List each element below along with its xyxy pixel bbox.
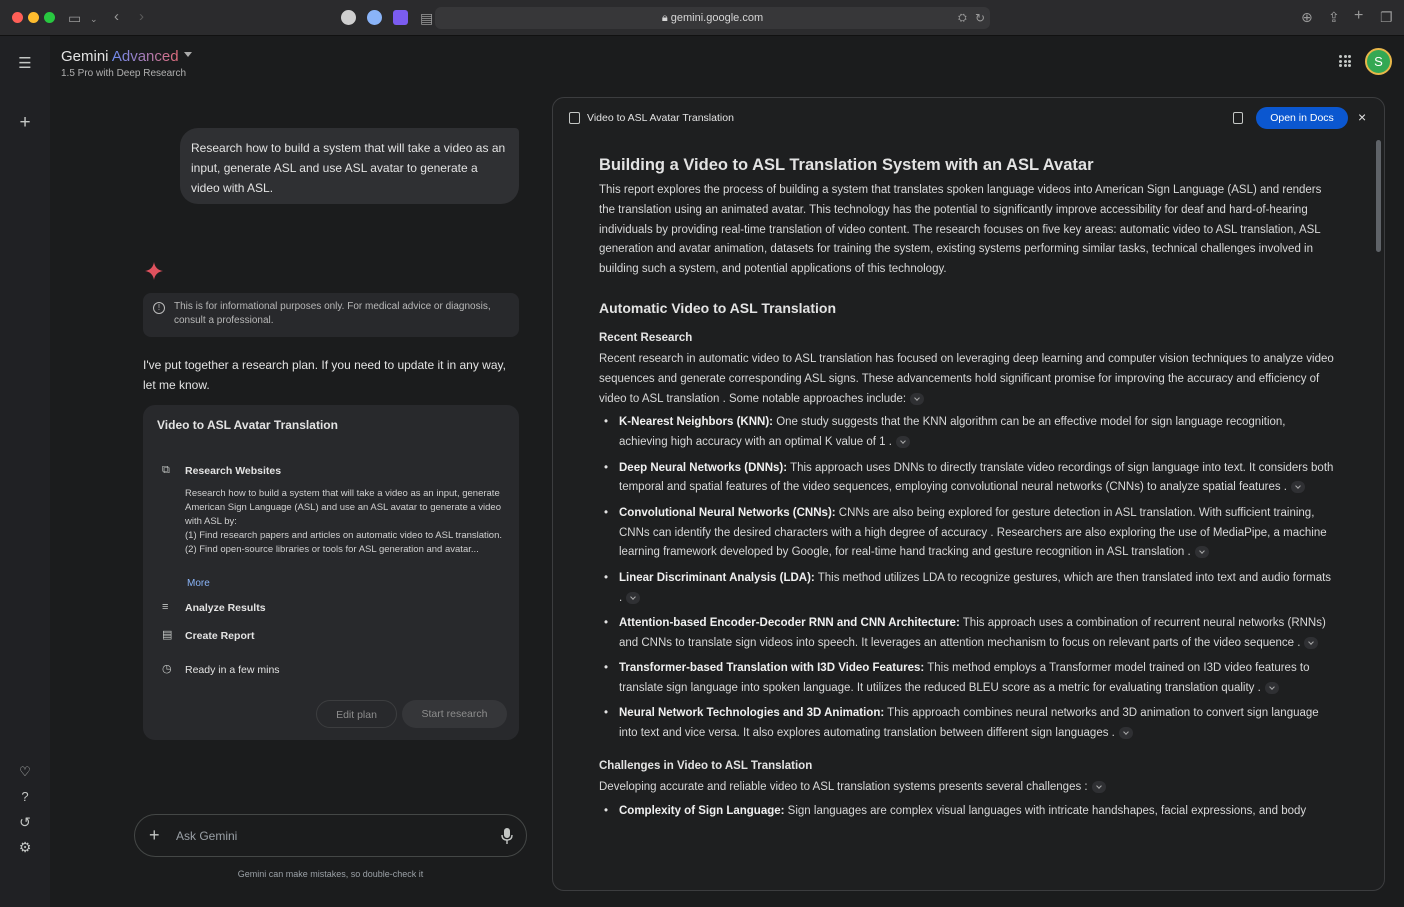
translate-icon[interactable]: ⛭ bbox=[958, 12, 967, 24]
sidebar-toggle-icon[interactable]: ▭ bbox=[68, 10, 82, 26]
source-chevron-icon[interactable] bbox=[1092, 781, 1106, 793]
window-zoom-button[interactable] bbox=[44, 12, 55, 23]
gemini-spark-icon bbox=[145, 262, 163, 280]
tab-favicon-icon[interactable] bbox=[393, 10, 408, 25]
subsection-heading: Challenges in Video to ASL Translation bbox=[599, 759, 813, 772]
model-selector[interactable] bbox=[61, 48, 179, 65]
address-bar[interactable] bbox=[435, 7, 990, 29]
research-plan-card bbox=[143, 405, 519, 740]
list-item: • Attention-based Encoder-Decoder RNN and CNN Architecture: This approach uses a combination of recurrent neural networks (RNNs) and CNNs to translate sign videos into speech. It leverages an attention mechanism to focus on relevant parts of the video sequence . bbox=[599, 614, 1335, 654]
document-icon bbox=[569, 112, 580, 124]
disclaimer-text: This is for informational purposes only. For medical advice or diagnosis, consult a professional. bbox=[174, 301, 491, 326]
start-research-button[interactable]: Start research bbox=[402, 700, 507, 728]
edit-plan-button[interactable]: Edit plan bbox=[316, 700, 397, 728]
plan-title: Video to ASL Avatar Translation bbox=[157, 418, 338, 432]
chevron-down-icon[interactable]: ⌄ bbox=[90, 14, 98, 24]
source-chevron-icon[interactable] bbox=[626, 592, 640, 604]
source-chevron-icon[interactable] bbox=[1265, 682, 1279, 694]
downloads-icon[interactable]: ⊕ bbox=[1301, 9, 1313, 25]
activity-icon[interactable]: ↺ bbox=[19, 814, 31, 830]
new-chat-icon[interactable]: + bbox=[19, 112, 31, 133]
intro-paragraph: This report explores the process of building a system that translates spoken language videos into American Sign Language (ASL) and renders the translation using an animated avatar. This technology has the potential to significantly improve accessibility for deaf and hard-of-hearing individuals by providing real-time translation of video content. The research focuses on five key areas: automatic video to ASL translation, ASL generation and avatar animation, datasets for training the system, existing systems performing similar tasks, technical challenges involved in building such a system, and potential applications of this technology. bbox=[599, 184, 1322, 276]
web-research-icon: ⧉ bbox=[162, 464, 170, 476]
back-icon[interactable]: ‹ bbox=[114, 8, 119, 25]
tab-favicon-icon[interactable] bbox=[341, 10, 356, 25]
prompt-input[interactable] bbox=[176, 826, 476, 846]
tier-name: Advanced bbox=[111, 48, 179, 65]
settings-icon[interactable]: ⚙ bbox=[18, 839, 32, 855]
list-item: • Transformer-based Translation with I3D Video Features: This method employs a Transformer model trained on I3D video features to translate sign language into spoken language. It utilizes the reduced BLEU score as a metric for evaluating translation quality . bbox=[599, 659, 1335, 699]
more-link[interactable]: More bbox=[187, 578, 210, 589]
close-icon[interactable]: × bbox=[1358, 109, 1367, 125]
assistant-reply: I've put together a research plan. If you need to update it in any way, let me know. bbox=[143, 358, 506, 392]
window-close-button[interactable] bbox=[12, 12, 23, 23]
section-heading: Automatic Video to ASL Translation bbox=[599, 299, 836, 316]
add-attachment-icon[interactable]: + bbox=[149, 825, 160, 845]
list-item: • Convolutional Neural Networks (CNNs): CNNs are also being explored for gesture detection in ASL translation. With sufficient training, CNNs can identify the desired characters with a high degree of accuracy . Researchers are also exploring the use of MediaPipe, a machine learning framework developed by Google, for real-time hand tracking and gesture recognition in ASL translation . bbox=[599, 504, 1335, 563]
paragraph: Developing accurate and reliable video to ASL translation systems presents several challenges : bbox=[599, 778, 1335, 798]
step-create-report: Create Report bbox=[185, 630, 255, 642]
list-item: • Neural Network Technologies and 3D Animation: This approach combines neural networks and 3D animation to convert sign language into text and vice versa. It also explores automating translation between different sign languages . bbox=[599, 704, 1335, 744]
reload-icon[interactable]: ↻ bbox=[975, 11, 986, 25]
document-panel-title: Video to ASL Avatar Translation bbox=[587, 112, 734, 124]
info-icon: ! bbox=[153, 302, 165, 314]
subsection-heading: Recent Research bbox=[599, 331, 693, 344]
source-chevron-icon[interactable] bbox=[1195, 546, 1209, 558]
avatar[interactable]: S bbox=[1365, 48, 1392, 75]
approaches-list bbox=[599, 413, 1335, 744]
open-in-docs-button[interactable]: Open in Docs bbox=[1256, 107, 1348, 129]
list-item: • Deep Neural Networks (DNNs): This approach uses DNNs to directly translate video recordings of sign language into text. It considers both temporal and spatial features of the video sequences, employing convolutional neural networks (CNNs) to analyze spatial features . bbox=[599, 459, 1335, 499]
disclaimer-banner bbox=[143, 293, 519, 337]
browser-titlebar bbox=[0, 0, 1404, 36]
list-item: • Complexity of Sign Language: Sign languages are complex visual languages with intricate handshapes, facial expressions, and body bbox=[599, 802, 1335, 822]
document-title: Building a Video to ASL Translation System with an ASL Avatar bbox=[599, 156, 1094, 174]
share-icon[interactable]: ⇪ bbox=[1328, 9, 1340, 25]
tabs-icon[interactable]: ❐ bbox=[1380, 9, 1393, 25]
report-icon: ▤ bbox=[162, 629, 173, 641]
new-tab-icon[interactable]: + bbox=[1354, 7, 1364, 24]
chevron-down-icon[interactable] bbox=[184, 52, 192, 57]
challenges-list bbox=[599, 802, 1335, 822]
scrollbar[interactable] bbox=[1376, 140, 1381, 252]
microphone-icon[interactable] bbox=[500, 827, 514, 845]
model-subtitle: 1.5 Pro with Deep Research bbox=[61, 68, 187, 79]
copy-icon[interactable] bbox=[1233, 112, 1243, 124]
left-rail bbox=[0, 36, 50, 907]
source-chevron-icon[interactable] bbox=[1291, 481, 1305, 493]
user-message: Research how to build a system that will take a video as an input, generate ASL and use ASL avatar to generate a video with ASL. bbox=[180, 128, 519, 204]
eta-text: Ready in a few mins bbox=[185, 664, 280, 676]
tab-favicon-icon[interactable] bbox=[367, 10, 382, 25]
url-text: gemini.google.com bbox=[670, 12, 764, 24]
clock-icon: ◷ bbox=[162, 663, 172, 675]
paragraph: Recent research in automatic video to ASL translation has focused on leveraging deep learning and computer vision techniques to analyze video sequences and generate corresponding ASL signs. These advancements hold significant promise for improving the accuracy and efficiency of video to ASL translation . Some notable approaches include: bbox=[599, 352, 1334, 405]
forward-icon[interactable]: › bbox=[139, 8, 144, 25]
tab-overview-icon[interactable]: ▤ bbox=[420, 10, 434, 26]
analyze-icon: ≡ bbox=[162, 601, 169, 613]
apps-grid-icon[interactable] bbox=[1339, 55, 1351, 67]
product-name: Gemini bbox=[61, 48, 109, 65]
help-icon[interactable]: ? bbox=[21, 789, 29, 804]
lock-icon: 🔒︎ bbox=[661, 12, 671, 24]
step-description: Research how to build a system that will take a video as an input, generate American Sign Language (ASL) and use an ASL avatar to generate a video with ASL by: (1) Find research papers and articles on automatic video to ASL translation. (2) Find open-source libraries or tools for ASL generation and avatar... bbox=[185, 488, 503, 555]
source-chevron-icon[interactable] bbox=[910, 393, 924, 405]
step-analyze-results: Analyze Results bbox=[185, 602, 266, 614]
list-item: • Linear Discriminant Analysis (LDA): This method utilizes LDA to recognize gestures, which are then translated into text and audio formats . bbox=[599, 569, 1335, 609]
prompt-composer bbox=[134, 814, 527, 857]
document-header bbox=[553, 98, 1385, 138]
window-minimize-button[interactable] bbox=[28, 12, 39, 23]
gem-icon[interactable]: ♡ bbox=[19, 764, 31, 779]
source-chevron-icon[interactable] bbox=[1119, 727, 1133, 739]
step-research-websites: Research Websites bbox=[185, 465, 282, 477]
source-chevron-icon[interactable] bbox=[896, 436, 910, 448]
footnote: Gemini can make mistakes, so double-check it bbox=[237, 869, 424, 879]
list-item: • K-Nearest Neighbors (KNN): One study suggests that the KNN algorithm can be an effective model for sign language recognition, achieving high accuracy with an optimal K value of 1 . bbox=[599, 413, 1335, 453]
document-panel bbox=[552, 97, 1385, 891]
source-chevron-icon[interactable] bbox=[1304, 637, 1318, 649]
menu-icon[interactable]: ☰ bbox=[18, 55, 32, 72]
document-body bbox=[599, 156, 1335, 827]
